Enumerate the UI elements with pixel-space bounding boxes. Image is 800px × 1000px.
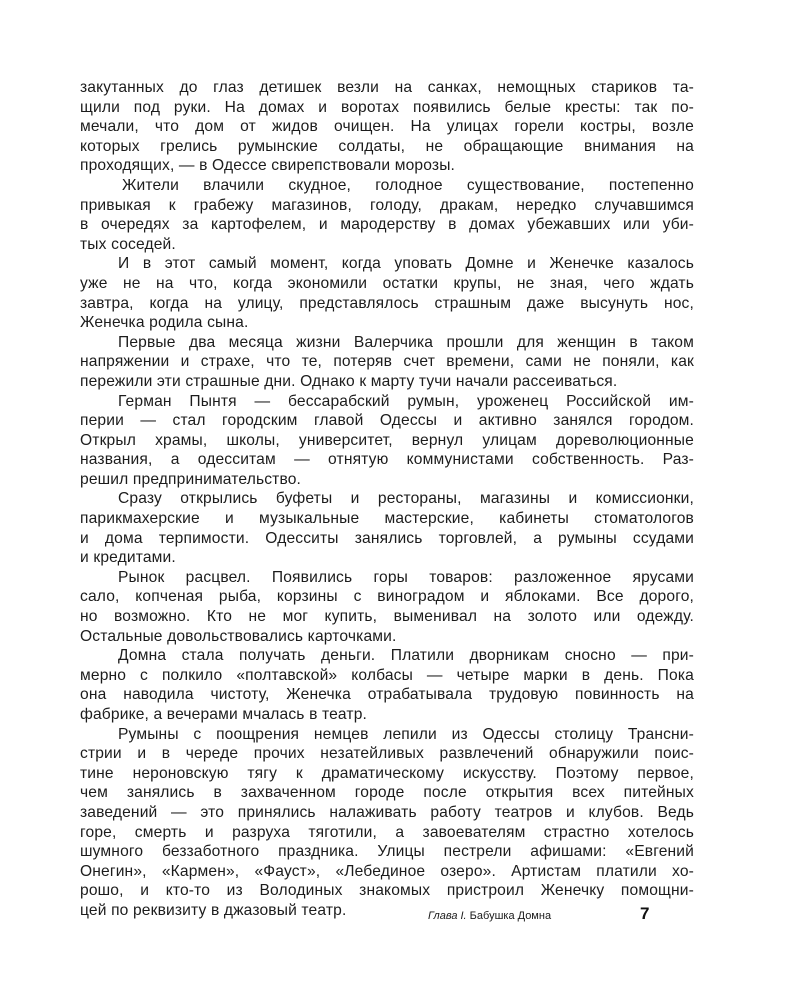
text-line: Открыл храмы, школы, университет, вернул улицам дореволюционные bbox=[80, 431, 694, 449]
text-line: фабрике, а вечерами мчалась в театр. bbox=[80, 706, 368, 723]
text-line: напряжении и страхе, что те, потеряв счет времени, сами не поняли, как bbox=[80, 353, 694, 371]
paragraph bbox=[80, 333, 694, 392]
text-line: но возможно. Кто не мог купить, выменивал на золото или одежду. bbox=[80, 608, 694, 626]
paragraph bbox=[80, 725, 694, 921]
text-line: Женечка родила сына. bbox=[80, 314, 249, 332]
paragraph bbox=[80, 489, 694, 567]
text-line: тине нероновскую тягу к драматическому искусству. Поэтому первое, bbox=[80, 764, 694, 782]
text-line: И в этот самый момент, когда уповать Домне и Женечке казалось bbox=[118, 255, 694, 273]
text-line: рошо, и кто-то из Володиных знакомых пристроил Женечку помощни- bbox=[80, 882, 694, 900]
paragraph bbox=[80, 392, 694, 490]
paragraph bbox=[80, 646, 694, 724]
text-line: Онегин», «Кармен», «Фауст», «Лебединое озеро». Артистам платили хо- bbox=[80, 862, 694, 880]
text-line: проходящих, — в Одессе свирепствовали морозы. bbox=[80, 157, 456, 175]
text-line: мерно с полкило «полтавской» колбасы — четыре марки в день. Пока bbox=[80, 666, 694, 684]
text-line: Жители влачили скудное, голодное существование, постепенно bbox=[122, 176, 694, 194]
text-line: она наводила чистоту, Женечка отрабатывала трудовую повинность на bbox=[80, 686, 694, 704]
text-line: Сразу открылись буфеты и рестораны, магазины и комиссионки, bbox=[118, 490, 694, 508]
text-line: привыкая к грабежу магазинов, голоду, дракам, нередко случавшимся bbox=[80, 196, 694, 214]
text-line: Остальные довольствовались карточками. bbox=[80, 627, 397, 645]
chapter-title: Бабушка Домна bbox=[469, 910, 552, 922]
text-line: которых грелись румынские солдаты, не обращающие внимания на bbox=[80, 137, 694, 155]
text-line: Домна стала получать деньги. Платили дворникам сносно — при- bbox=[118, 647, 694, 665]
text-line: сало, копченая рыба, корзины с виноградом и яблоками. Все дорого, bbox=[80, 588, 694, 606]
text-line: заведений — это принялись налаживать работу театров и клубов. Ведь bbox=[80, 803, 694, 821]
text-line: названия, а одесситам — отнятую коммунистами собственность. Раз- bbox=[80, 451, 694, 469]
text-line: и кредитами. bbox=[80, 549, 176, 567]
text-line: парикмахерские и музыкальные мастерские, кабинеты стоматологов bbox=[80, 510, 694, 528]
text-line: тых соседей. bbox=[80, 235, 176, 253]
text-line: Первые два месяца жизни Валерчика прошли для женщин в таком bbox=[118, 333, 694, 351]
page-number: 7 bbox=[640, 904, 650, 923]
text-line: в очередях за картофелем, и мародерству в домах убежавших или уби- bbox=[80, 216, 694, 234]
text-line: уже не на что, когда экономили остатки крупы, не зная, чего ждать bbox=[80, 274, 694, 292]
text-line: мечали, что дом от жидов очищен. На улицах горели костры, возле bbox=[80, 118, 694, 136]
text-line: Герман Пынтя — бессарабский румын, уроженец Российской им- bbox=[118, 392, 694, 410]
text-line: чем занялись в захваченном городе после открытия всех питейных bbox=[80, 784, 694, 802]
text-line: шумного беззаботного праздника. Улицы пестрели афишами: «Евгений bbox=[80, 843, 694, 861]
text-line: горе, смерть и разруха тяготили, а завоевателям страстно хотелось bbox=[80, 823, 694, 841]
text-line: щили под руки. На домах и воротах появились белые кресты: так по- bbox=[80, 98, 694, 116]
chapter-label: Глава I. bbox=[428, 910, 467, 922]
text-line: пережили эти страшные дни. Однако к марту тучи начали рассеиваться. bbox=[80, 372, 618, 390]
page-footer bbox=[0, 906, 800, 930]
body-text bbox=[80, 78, 694, 921]
paragraph bbox=[80, 78, 694, 176]
text-line: завтра, когда на улицу, представлялось страшным даже высунуть нос, bbox=[80, 294, 694, 312]
text-line: Румыны с поощрения немцев лепили из Одессы столицу Трансни- bbox=[118, 725, 694, 743]
text-line: цей по реквизиту в джазовый театр. bbox=[80, 901, 347, 919]
paragraph bbox=[80, 176, 694, 254]
text-line: закутанных до глаз детишек везли на санках, немощных стариков та- bbox=[80, 79, 694, 96]
paragraph bbox=[80, 254, 694, 332]
paragraph bbox=[80, 568, 694, 646]
text-line: и дома терпимости. Одесситы занялись торговлей, а румыны ссудами bbox=[80, 529, 694, 547]
text-line: стрии и в череде прочих незатейливых развлечений обнаружили поис- bbox=[80, 745, 694, 763]
text-line: решил предпринимательство. bbox=[80, 470, 302, 488]
text-line: перии — стал городским главой Одессы и активно занялся городом. bbox=[80, 412, 694, 430]
text-line: Рынок расцвел. Появились горы товаров: разложенное ярусами bbox=[118, 568, 694, 586]
running-head bbox=[428, 910, 551, 922]
